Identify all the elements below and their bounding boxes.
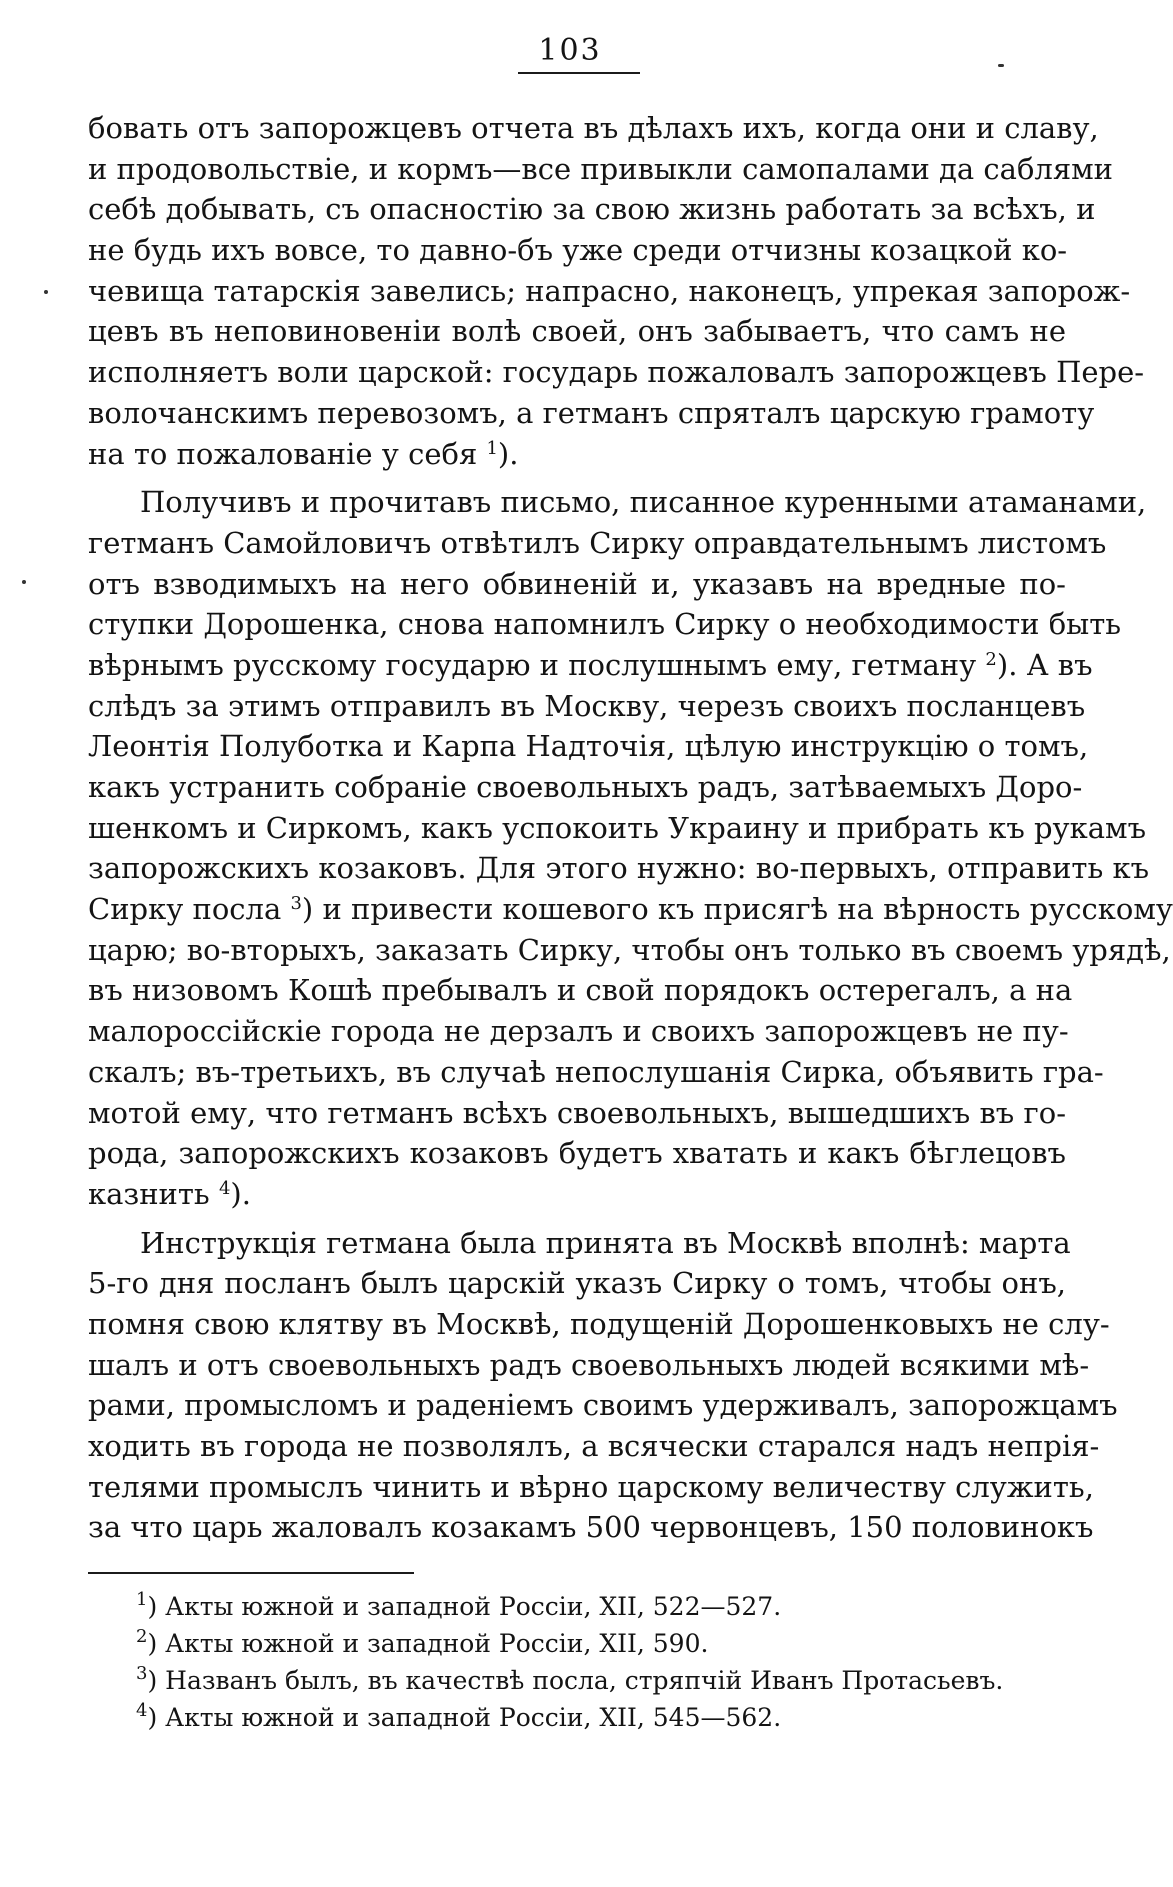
text-run: ). А въ (996, 647, 1093, 682)
text-line: и продовольствіе, и кормъ—все привыкли самопалами да саблями (88, 151, 1114, 186)
text-line: отъ взводимыхъ на него обвиненій и, указавъ на вредные по- (88, 566, 1066, 601)
text-line: царю; во-вторыхъ, заказать Сирку, чтобы онъ только въ своемъ урядѣ, (88, 932, 1171, 967)
footnote-ref[interactable]: 4 (218, 1177, 231, 1199)
paragraph-3 (88, 1223, 1118, 1549)
text-line (88, 1174, 1066, 1215)
text-line: помня свою клятву въ Москвѣ, подущеній Дорошенковыхъ не слу- (88, 1306, 1110, 1341)
footnote-marker: 1 (136, 1589, 148, 1610)
footnote-text: ) Акты южной и западной Россіи, XII, 590. (147, 1629, 709, 1658)
text-line: ступки Дорошенка, снова напомнилъ Сирку о необходимости быть (88, 607, 1122, 642)
text-line: Леонтія Полуботка и Карпа Надточія, цѣлую инструкцію о томъ, (88, 729, 1089, 764)
paragraph-1 (88, 108, 1145, 474)
text-line: исполняетъ воли царской: государь пожаловалъ запорожцевъ Пере- (88, 355, 1145, 390)
text-line: чевища татарскія завелись; напрасно, наконецъ, упрекая запорож- (88, 273, 1131, 308)
text-line: ходить въ города не позволялъ, а всячески старался надъ непрія- (88, 1429, 1100, 1463)
text-run: казнить (88, 1176, 210, 1211)
print-speck (998, 64, 1004, 67)
text-line: Получивъ и прочитавъ письмо, писанное куренными атаманами, (140, 485, 1147, 520)
text-line (88, 645, 1093, 686)
text-line: шалъ и отъ своевольныхъ радъ своевольныхъ людей всякими мѣ- (88, 1347, 1090, 1382)
body-text (88, 108, 1173, 1548)
page-number: 103 (538, 33, 602, 68)
text-line: какъ устранить собраніе своевольныхъ радъ, затѣваемыхъ Доро- (88, 770, 1083, 804)
text-line (88, 889, 1173, 930)
text-run: ) и привести кошевого къ присягѣ на вѣрность русскому (301, 892, 1173, 927)
footnote-rule (88, 1572, 414, 1574)
footnote-marker: 3 (136, 1663, 148, 1684)
footnote-marker: 2 (136, 1626, 148, 1647)
text-line: въ низовомъ Кошѣ пребывалъ и свой порядокъ остерегалъ, а на (88, 973, 1073, 1008)
text-line: Инструкція гетмана была принята въ Москвѣ вполнѣ: марта (140, 1225, 1071, 1260)
footnote (136, 1662, 1066, 1699)
page-number-rule (518, 72, 640, 74)
text-run: на то пожалованіе у себя (88, 436, 478, 471)
text-line: цевъ въ неповиновеніи волѣ своей, онъ забываетъ, что самъ не (88, 314, 1066, 349)
print-speck (22, 580, 26, 584)
footnote-text: ) Акты южной и западной Россіи, XII, 545—562. (147, 1703, 782, 1732)
paragraph-2 (88, 482, 1173, 1214)
print-speck (44, 290, 48, 294)
text-run: ). (230, 1176, 251, 1211)
footnote-text: ) Названъ былъ, въ качествѣ посла, стряпчій Иванъ Протасьевъ. (147, 1666, 1004, 1695)
text-line (88, 434, 1066, 475)
footnote (136, 1588, 1066, 1625)
footnote-text: ) Акты южной и западной Россіи, XII, 522—527. (147, 1592, 782, 1621)
text-line: рода, запорожскихъ козаковъ будетъ хватать и какъ бѣглецовъ (88, 1136, 1066, 1171)
text-line: скалъ; въ-третьихъ, въ случаѣ непослушанія Сирка, объявить гра- (88, 1054, 1104, 1089)
text-line: запорожскихъ козаковъ. Для этого нужно: во-первыхъ, отправить къ (88, 851, 1150, 886)
text-line: бовать отъ запорожцевъ отчета въ дѣлахъ ихъ, когда они и славу, (88, 111, 1099, 145)
text-line: малороссійскіе города не дерзалъ и своихъ запорожцевъ не пу- (88, 1014, 1069, 1049)
footnote (136, 1625, 1066, 1662)
text-line: телями промыслъ чинить и вѣрно царскому величеству служить, (88, 1469, 1094, 1504)
text-run: Сирку посла (88, 892, 282, 927)
text-line: рами, промысломъ и раденіемъ своимъ удерживалъ, запорожцамъ (88, 1388, 1118, 1423)
text-line: за что царь жаловалъ козакамъ 500 червонцевъ, 150 половинокъ (88, 1510, 1094, 1545)
text-line: мотой ему, что гетманъ всѣхъ своевольныхъ, вышедшихъ въ го- (88, 1095, 1066, 1130)
footnote-ref[interactable]: 2 (985, 648, 997, 670)
text-run: вѣрнымъ русскому государю и послушнымъ ему, гетману (88, 647, 977, 682)
text-line: волочанскимъ перевозомъ, а гетманъ спряталъ царскую грамоту (88, 395, 1095, 430)
footnote-ref[interactable]: 3 (290, 893, 302, 915)
text-line: себѣ добывать, съ опасностію за свою жизнь работать за всѣхъ, и (88, 192, 1096, 227)
footnote (136, 1699, 1066, 1736)
footnote-ref[interactable]: 1 (486, 437, 498, 459)
footnote-marker: 4 (136, 1700, 148, 1721)
text-line: слѣдъ за этимъ отправилъ въ Москву, черезъ своихъ посланцевъ (88, 688, 1086, 723)
text-line: не будь ихъ вовсе, то давно-бъ уже среди отчизны козацкой ко- (88, 233, 1068, 268)
text-line: гетманъ Самойловичъ отвѣтилъ Сирку оправдательнымъ листомъ (88, 525, 1107, 560)
text-line: шенкомъ и Сиркомъ, какъ успокоить Украину и прибрать къ рукамъ (88, 810, 1147, 845)
footnotes (136, 1588, 1066, 1736)
text-line: 5-го дня посланъ былъ царскій указъ Сирку о томъ, чтобы онъ, (88, 1266, 1066, 1301)
text-run: ). (497, 436, 519, 471)
